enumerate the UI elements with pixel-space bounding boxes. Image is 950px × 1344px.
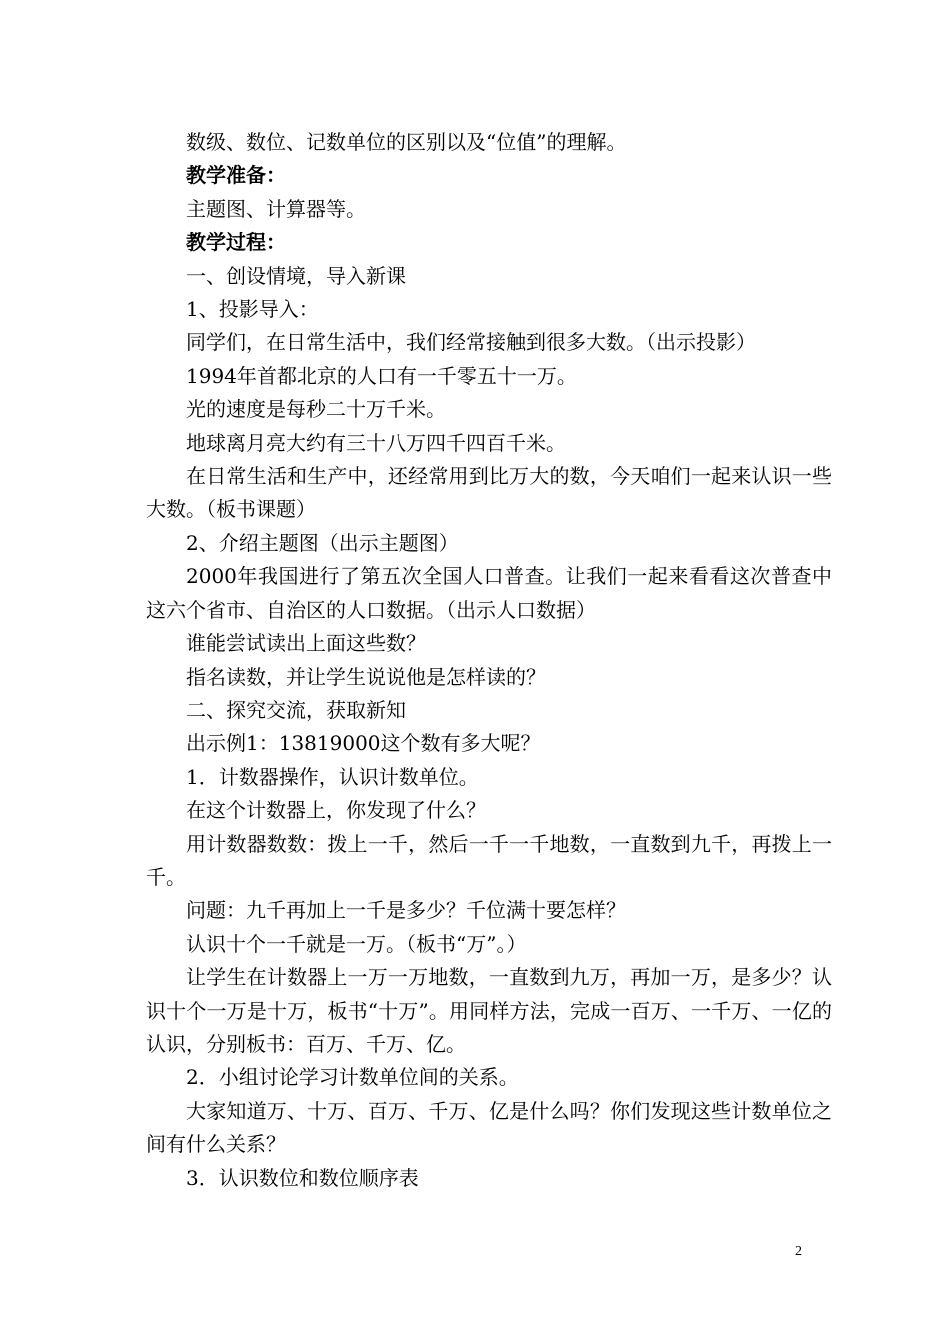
paragraph: 谁能尝试读出上面这些数？	[186, 631, 426, 656]
paragraph: 光的速度是每秒二十万千米。	[186, 397, 446, 422]
paragraph: 同学们，在日常生活中，我们经常接触到很多大数。（出示投影）	[186, 330, 756, 355]
paragraph: 主题图、计算器等。	[186, 196, 366, 221]
section-heading: 教学过程：	[186, 230, 286, 255]
paragraph: 指名读数，并让学生说说他是怎样读的？	[186, 664, 546, 689]
paragraph: 让学生在计数器上一万一万地数，一直数到九万，再加一万，是多少？认识十个一万是十万，板书“十万”。用同样方法，完成一百万、一千万、一亿的认识，分别板书：百万、千万、亿。	[146, 965, 832, 1056]
paragraph: 二、探究交流，获取新知	[186, 697, 406, 722]
paragraph: 问题：九千再加上一千是多少？千位满十要怎样？	[186, 898, 626, 923]
page-number: 2	[795, 1244, 802, 1259]
paragraph: 地球离月亮大约有三十八万四千四百千米。	[186, 430, 566, 455]
paragraph: 1．计数器操作，认识计数单位。	[186, 764, 479, 789]
paragraph: 数级、数位、记数单位的区别以及“位值”的理解。	[186, 130, 627, 154]
paragraph: 出示例1：13819000这个数有多大呢？	[186, 731, 541, 756]
section-heading: 教学准备：	[186, 163, 286, 188]
paragraph: 3．认识数位和数位顺序表	[186, 1165, 419, 1190]
paragraph: 用计数器数数：拨上一千，然后一千一千地数，一直数到九千，再拨上一千。	[146, 831, 832, 889]
paragraph: 1994年首都北京的人口有一千零五十一万。	[186, 363, 577, 388]
paragraph: 在这个计数器上，你发现了什么？	[186, 798, 486, 823]
paragraph: 在日常生活和生产中，还经常用到比万大的数，今天咱们一起来认识一些大数。（板书课题）	[146, 464, 832, 522]
paragraph: 大家知道万、十万、百万、千万、亿是什么吗？你们发现这些计数单位之间有什么关系？	[146, 1098, 832, 1157]
paragraph: 认识十个一千就是一万。（板书“万”。）	[186, 931, 527, 956]
paragraph: 2．小组讨论学习计数单位间的关系。	[186, 1065, 519, 1090]
paragraph: 2、介绍主题图（出示主题图）	[186, 530, 459, 555]
paragraph: 一、创设情境，导入新课	[186, 263, 406, 288]
paragraph: 2000年我国进行了第五次全国人口普查。让我们一起来看看这次普查中这六个省市、自治区的人口数据。（出示人口数据）	[146, 564, 832, 622]
paragraph: 1、投影导入：	[186, 297, 319, 322]
document-body	[146, 126, 832, 1195]
